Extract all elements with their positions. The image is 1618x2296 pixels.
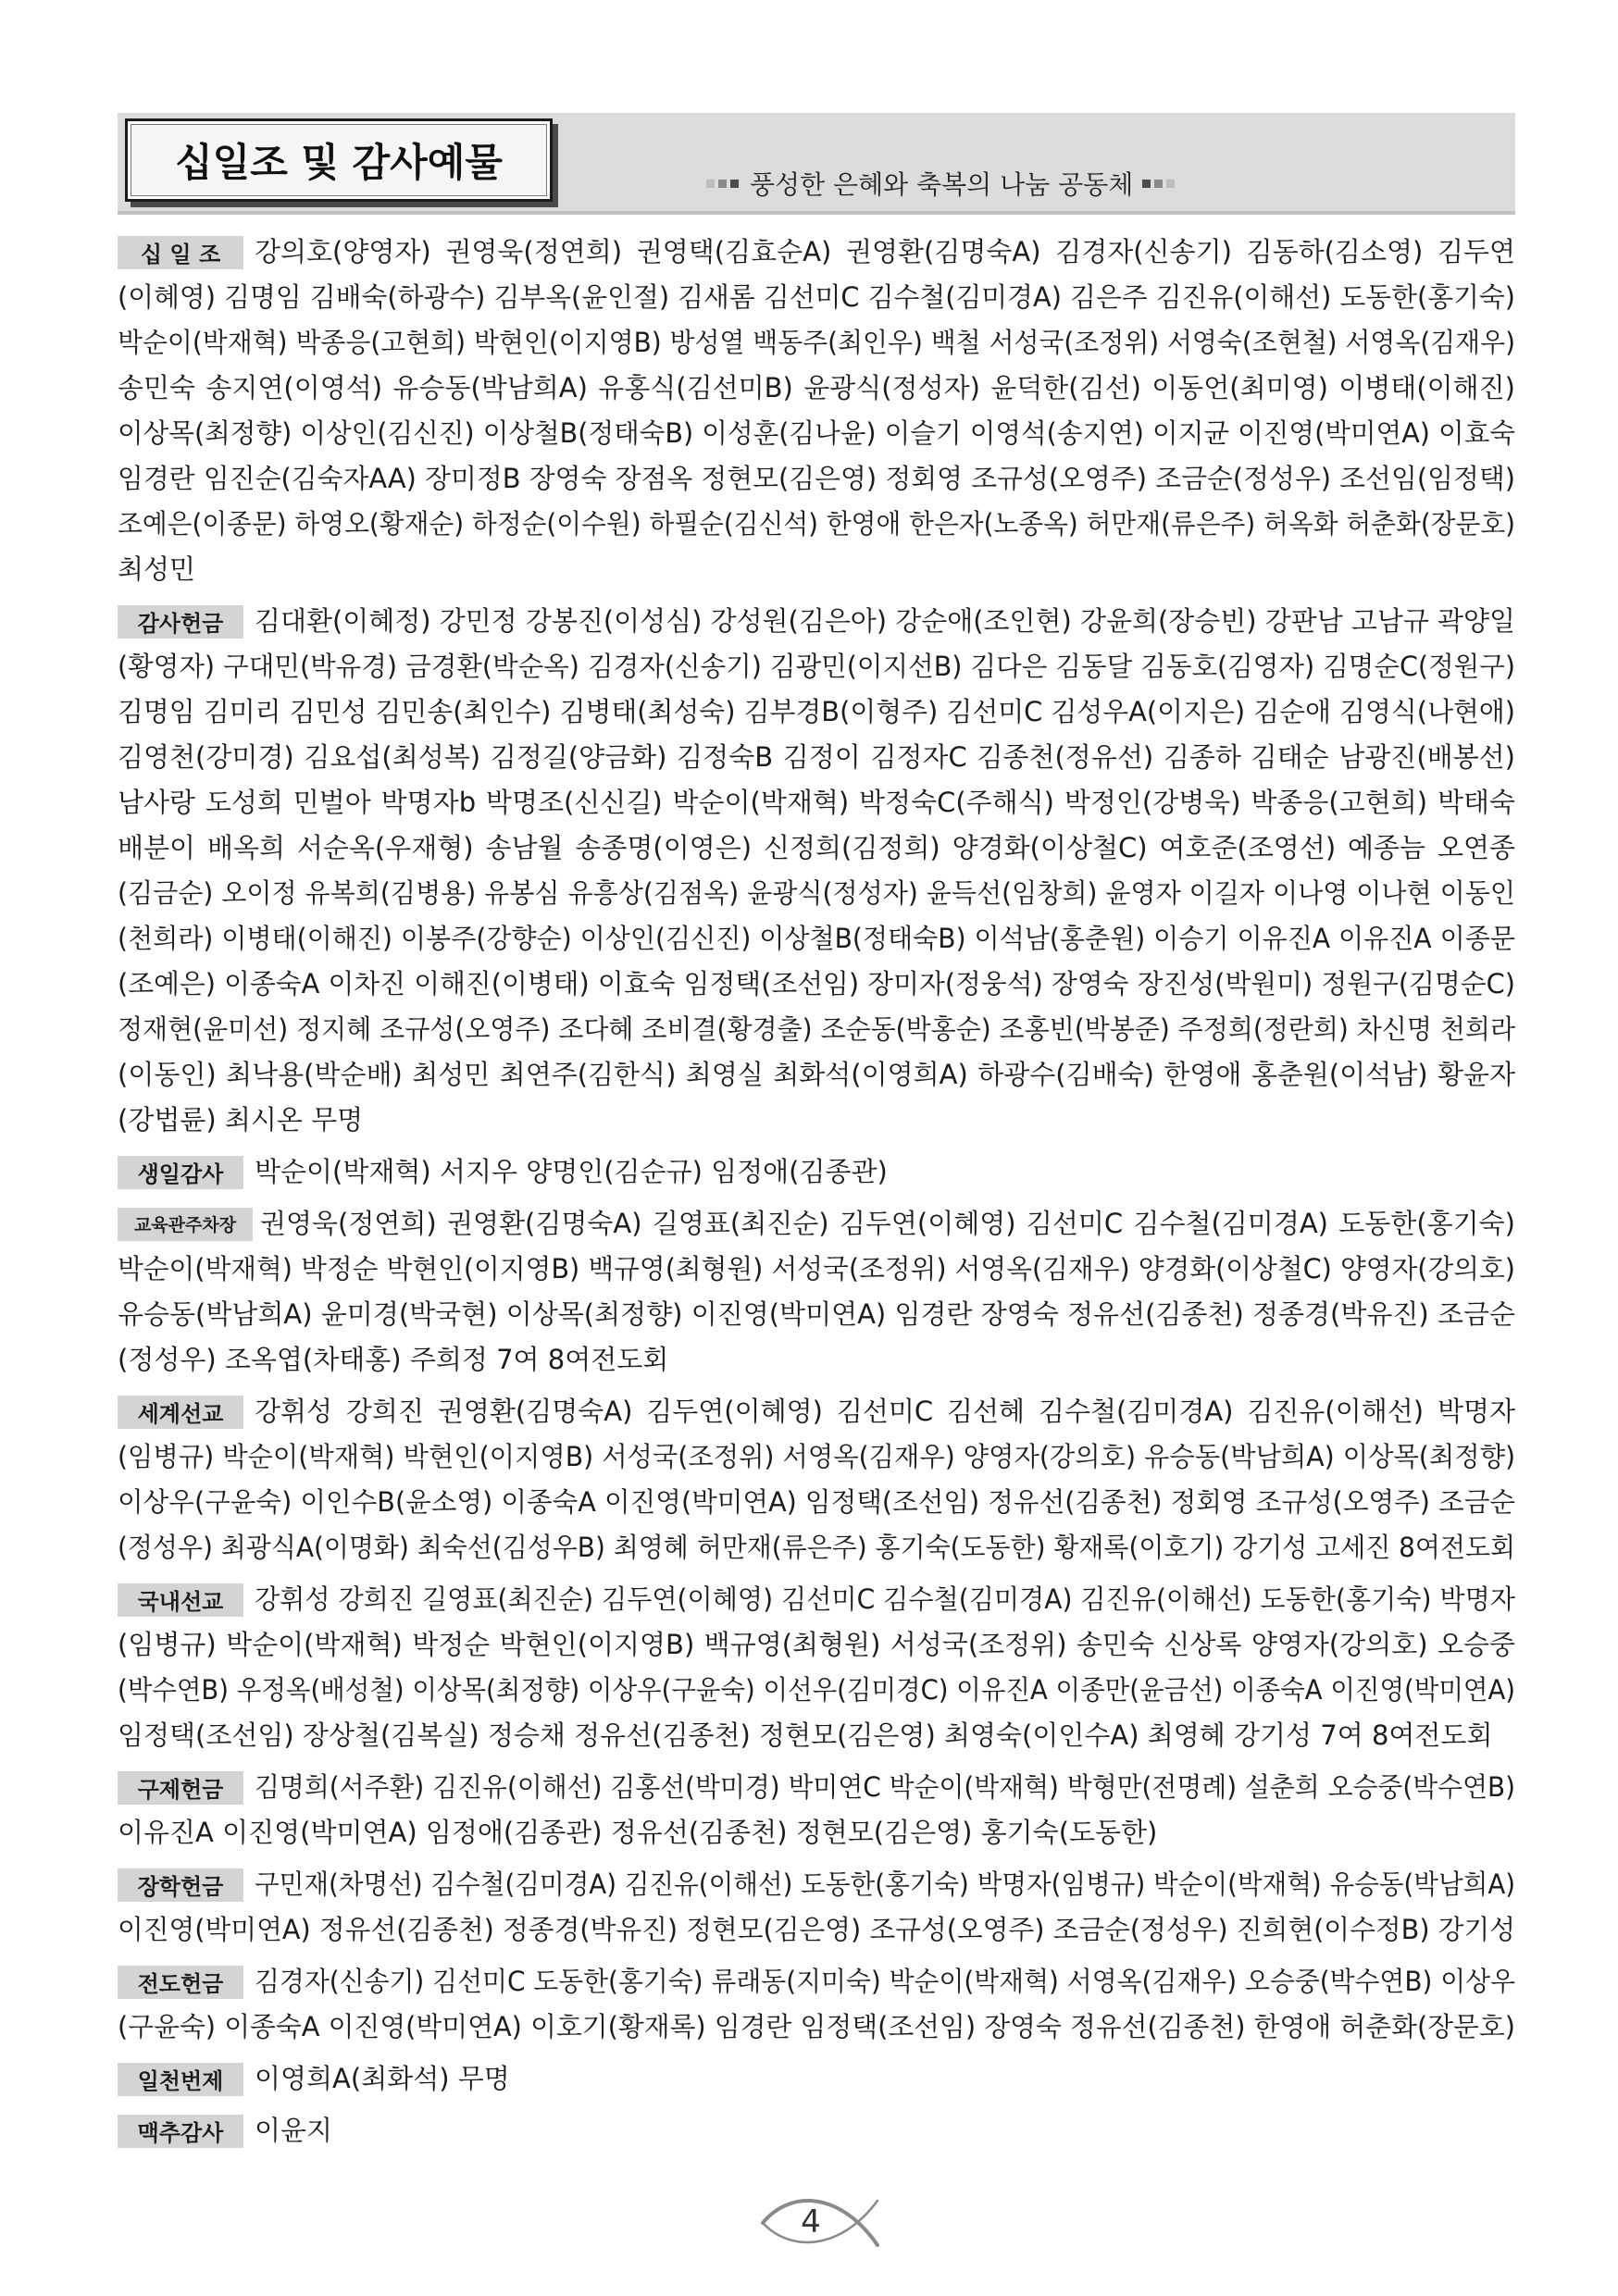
square-bullet-icon	[730, 180, 739, 188]
name-list-text: 박순이(박재혁) 박종응(고현희) 박현인(이지영B) 방성열 백동주(최인우) 백철 서성국(조정위) 서영숙(조현철) 서영옥(김재우)	[118, 327, 1515, 358]
line-box	[118, 275, 1515, 320]
section-line	[118, 2056, 1515, 2102]
thousand-offering-section	[118, 2056, 1515, 2102]
line-box	[118, 1525, 1515, 1570]
section-line	[118, 1622, 1515, 1668]
square-bullet-icon	[1154, 180, 1163, 188]
scholarship-offering-section	[118, 1862, 1515, 1953]
section-line	[118, 644, 1515, 689]
line-box	[255, 1149, 1515, 1195]
name-list-text: 이상목(최정향) 이상인(김신진) 이상철B(정태숙B) 이성훈(김나윤) 이슬기 이영석(송지연) 이지균 이진영(박미연A) 이효숙	[118, 417, 1515, 449]
section-line	[118, 1810, 1515, 1855]
line-box	[118, 456, 1515, 502]
page-footer	[755, 2190, 894, 2254]
section-line	[118, 1765, 1515, 1810]
line-box	[118, 1810, 1515, 1855]
name-list-text: (임병규) 박순이(박재혁) 박정순 박현인(이지영B) 백규영(최형원) 서성국(조정위) 송민숙 신상록 양영자(강의호) 오승중	[118, 1629, 1515, 1660]
name-list-text: (임병규) 박순이(박재혁) 박현인(이지영B) 서성국(조정위) 서영옥(김재우) 양영자(강의호) 유승동(박남희A) 이상목(최정향)	[118, 1441, 1515, 1472]
name-list-text: 김경자(신송기) 김선미C 도동한(홍기숙) 류래동(지미숙) 박순이(박재혁) 서영옥(김재우) 오승중(박수연B) 이상우	[255, 1966, 1515, 1997]
section-label: 일천번제	[118, 2063, 243, 2096]
name-list-text: 김명희(서주환) 김진유(이해선) 김홍선(박미경) 박미연C 박순이(박재혁) 박형만(전명례) 설춘희 오승중(박수연B)	[255, 1771, 1515, 1803]
section-line	[118, 320, 1515, 366]
name-list-text: 김영천(강미경) 김요섭(최성복) 김정길(양금화) 김정숙B 김정이 김정자C 김종천(정유선) 김종하 김태순 남광진(배봉선)	[118, 741, 1515, 773]
section-line	[118, 825, 1515, 871]
section-line	[118, 1247, 1515, 1292]
line-box	[260, 1201, 1515, 1247]
name-list-text: (박수연B) 우정옥(배성철) 이상목(최정향) 이상우(구윤숙) 이선우(김미경C) 이유진A 이종만(윤금선) 이종숙A 이진영(박미연A)	[118, 1674, 1515, 1706]
line-box	[255, 2056, 1515, 2102]
section-line	[118, 1389, 1515, 1434]
section-line	[118, 275, 1515, 320]
square-bullet-icon	[718, 180, 727, 188]
name-list-text: 정재현(윤미선) 정지혜 조규성(오영주) 조다혜 조비결(황경출) 조순동(박홍순) 조홍빈(박봉준) 주정희(정란희) 차신명 천희라	[118, 1013, 1515, 1045]
section-line	[118, 735, 1515, 780]
section-label: 세계선교	[118, 1396, 243, 1429]
section-label: 교육관주차장	[118, 1208, 253, 1241]
section-line	[118, 1907, 1515, 1953]
name-list-text: 강휘성 강희진 권영환(김명숙A) 김두연(이혜영) 김선미C 김선혜 김수철(김미경A) 김진유(이해선) 박명자	[255, 1396, 1515, 1427]
section-line	[118, 366, 1515, 411]
section-line	[118, 2108, 1515, 2153]
name-list-text: 권영욱(정연희) 권영환(김명숙A) 길영표(최진순) 김두연(이혜영) 김선미C 김수철(김미경A) 도동한(홍기숙)	[260, 1208, 1515, 1239]
section-line	[118, 230, 1515, 275]
line-box	[118, 825, 1515, 871]
square-bullet-icon	[1166, 180, 1175, 188]
domestic-mission-section	[118, 1577, 1515, 1758]
name-list-text: 이유진A 이진영(박미연A) 임정애(김종관) 정유선(김종천) 정현모(김은영) 홍기숙(도동한)	[118, 1817, 1158, 1848]
line-box	[118, 1622, 1515, 1668]
evangelism-offering-section	[118, 1959, 1515, 2050]
name-list-text: 이윤지	[255, 2115, 333, 2146]
square-bullet-icon	[1142, 180, 1151, 188]
name-list-text: 강의호(양영자) 권영욱(정연희) 권영택(김효순A) 권영환(김명숙A) 김경자(신송기) 김동하(김소영) 김두연	[255, 236, 1515, 267]
section-line	[118, 1480, 1515, 1525]
name-list-text: 강휘성 강희진 길영표(최진순) 김두연(이혜영) 김선미C 김수철(김미경A) 김진유(이해선) 도동한(홍기숙) 박명자	[255, 1583, 1515, 1615]
section-line	[118, 1525, 1515, 1570]
line-box	[255, 599, 1515, 644]
line-box	[118, 780, 1515, 825]
line-box	[118, 1292, 1515, 1337]
section-line	[118, 1007, 1515, 1052]
line-box	[118, 2004, 1515, 2050]
line-box	[118, 1480, 1515, 1525]
section-line	[118, 1862, 1515, 1907]
section-line	[118, 962, 1515, 1007]
harvest-thanks-section	[118, 2108, 1515, 2153]
name-list-text: (김금순) 오이정 유복희(김병용) 유봉심 유흥상(김점옥) 윤광식(정성자) 윤득선(임창희) 윤영자 이길자 이나영 이나현 이동인	[118, 877, 1515, 909]
line-box	[255, 1389, 1515, 1434]
line-box	[118, 735, 1515, 780]
subtitle-text: 풍성한 은혜와 축복의 나눔 공동체	[750, 169, 1134, 200]
line-box	[118, 871, 1515, 916]
section-line	[118, 502, 1515, 547]
section-line	[118, 916, 1515, 962]
name-list-text: 김대환(이혜정) 강민정 강봉진(이성심) 강성원(김은아) 강순애(조인현) 강윤희(장승빈) 강판남 고남규 곽양일	[255, 605, 1515, 637]
page-number: 4	[801, 2203, 821, 2240]
name-list-text: 최성민	[118, 553, 196, 585]
tithe-section	[118, 230, 1515, 592]
section-line	[118, 780, 1515, 825]
section-label: 국내선교	[118, 1583, 243, 1617]
line-box	[118, 547, 1515, 592]
section-label: 감사헌금	[118, 605, 243, 639]
line-box	[118, 1247, 1515, 1292]
section-line	[118, 1668, 1515, 1713]
name-list-text: (정성우) 최광식A(이명화) 최숙선(김성우B) 최영혜 허만재(류은주) 홍기숙(도동한) 황재록(이호기) 강기성 고세진 8여전도회	[118, 1532, 1515, 1563]
thanksgiving-offering-section	[118, 599, 1515, 1143]
line-box	[118, 1098, 1515, 1143]
name-list-text: (강법륜) 최시온 무명	[118, 1104, 364, 1136]
section-label: 전도헌금	[118, 1966, 243, 1999]
line-box	[118, 1907, 1515, 1953]
section-label: 장학헌금	[118, 1868, 243, 1902]
name-list-text: 이영희A(최화석) 무명	[255, 2063, 510, 2094]
line-box	[118, 1052, 1515, 1098]
line-box	[118, 1668, 1515, 1713]
line-box	[118, 411, 1515, 456]
title-box	[125, 118, 553, 202]
line-box	[118, 689, 1515, 735]
name-list-text: (정성우) 조옥엽(차태홍) 주희정 7여 8여전도회	[118, 1344, 669, 1375]
section-line	[118, 547, 1515, 592]
name-list-text: 배분이 배옥희 서순옥(우재형) 송남월 송종명(이영은) 신정희(김정희) 양경화(이상철C) 여호준(조영선) 예종늠 오연종	[118, 832, 1515, 863]
section-line	[118, 1052, 1515, 1098]
line-box	[118, 1007, 1515, 1052]
section-line	[118, 1098, 1515, 1143]
offering-list	[118, 230, 1515, 2160]
section-line	[118, 411, 1515, 456]
name-list-text: (천희라) 이병태(이해진) 이봉주(강향순) 이상인(김신진) 이상철B(정태숙B) 이석남(홍춘원) 이승기 이유진A 이유진A 이종문	[118, 923, 1515, 954]
section-line	[118, 1201, 1515, 1247]
section-line	[118, 1713, 1515, 1758]
name-list-text: 조예은(이종문) 하영오(황재순) 하정순(이수원) 하필순(김신석) 한영애 한은자(노종옥) 허만재(류은주) 허옥화 허춘화(장문호)	[118, 508, 1515, 540]
name-list-text: (황영자) 구대민(박유경) 금경환(박순옥) 김경자(신송기) 김광민(이지선B) 김다은 김동달 김동호(김영자) 김명순C(정원구)	[118, 651, 1515, 682]
line-box	[118, 320, 1515, 366]
line-box	[255, 1765, 1515, 1810]
line-box	[255, 1959, 1515, 2004]
name-list-text: 이진영(박미연A) 정유선(김종천) 정종경(박유진) 정현모(김은영) 조규성(오영주) 조금순(정성우) 진희현(이수정B) 강기성	[118, 1914, 1515, 1945]
name-list-text: (이혜영) 김명임 김배숙(하광수) 김부옥(윤인절) 김새롬 김선미C 김수철(김미경A) 김은주 김진유(이해선) 도동한(홍기숙)	[118, 281, 1515, 313]
name-list-text: 유승동(박남희A) 윤미경(박국현) 이상목(최정향) 이진영(박미연A) 임경란 장영숙 정유선(김종천) 정종경(박유진) 조금순	[118, 1298, 1515, 1330]
name-list-text: 이상우(구윤숙) 이인수B(윤소영) 이종숙A 이진영(박미연A) 임정택(조선임) 정유선(김종천) 정회영 조규성(오영주) 조금순	[118, 1486, 1515, 1518]
name-list-text: 임정택(조선임) 장상철(김복실) 정승채 정유선(김종천) 정현모(김은영) 최영숙(이인수A) 최영혜 강기성 7여 8여전도회	[118, 1719, 1493, 1751]
section-line	[118, 599, 1515, 644]
section-line	[118, 871, 1515, 916]
name-list-text: (구윤숙) 이종숙A 이진영(박미연A) 이호기(황재록) 임경란 임정택(조선임) 장영숙 정유선(김종천) 한영애 허춘화(장문호)	[118, 2011, 1515, 2042]
line-box	[118, 962, 1515, 1007]
section-line	[118, 1959, 1515, 2004]
relief-offering-section	[118, 1765, 1515, 1855]
name-list-text: (이동인) 최낙용(박순배) 최성민 최연주(김한식) 최영실 최화석(이영희A) 하광수(김배숙) 한영애 홍춘원(이석남) 황윤자	[118, 1059, 1515, 1090]
section-line	[118, 689, 1515, 735]
line-box	[118, 502, 1515, 547]
world-mission-section	[118, 1389, 1515, 1570]
line-box	[118, 916, 1515, 962]
name-list-text: 김명임 김미리 김민성 김민송(최인수) 김병태(최성숙) 김부경B(이형주) 김선미C 김성우A(이지은) 김순애 김영식(나현애)	[118, 696, 1515, 727]
line-box	[118, 1434, 1515, 1480]
section-label: 십 일 조	[118, 236, 243, 269]
square-bullet-icon	[706, 180, 715, 188]
section-line	[118, 1292, 1515, 1337]
section-label: 생일감사	[118, 1156, 243, 1189]
line-box	[118, 644, 1515, 689]
section-line	[118, 1434, 1515, 1480]
page-title: 십일조 및 감사예물	[175, 140, 503, 185]
section-line	[118, 1337, 1515, 1383]
line-box	[118, 366, 1515, 411]
name-list-text: (조예은) 이종숙A 이차진 이해진(이병태) 이효숙 임정택(조선임) 장미자(정웅석) 장영숙 장진성(박원미) 정원구(김명순C)	[118, 968, 1515, 999]
section-line	[118, 456, 1515, 502]
name-list-text: 구민재(차명선) 김수철(김미경A) 김진유(이해선) 도동한(홍기숙) 박명자(임병규) 박순이(박재혁) 유승동(박남희A)	[255, 1868, 1515, 1900]
section-label: 구제헌금	[118, 1771, 243, 1805]
line-box	[255, 2108, 1515, 2153]
section-label: 맥추감사	[118, 2115, 243, 2148]
line-box	[255, 1577, 1515, 1622]
line-box	[255, 230, 1515, 275]
line-box	[255, 1862, 1515, 1907]
education-parking-section	[118, 1201, 1515, 1383]
section-line	[118, 1577, 1515, 1622]
section-line	[118, 2004, 1515, 2050]
name-list-text: 박순이(박재혁) 박정순 박현인(이지영B) 백규영(최형원) 서성국(조정위) 서영옥(김재우) 양경화(이상철C) 양영자(강의호)	[118, 1253, 1515, 1285]
line-box	[118, 1713, 1515, 1758]
name-list-text: 남사랑 도성희 민벌아 박명자b 박명조(신신길) 박순이(박재혁) 박정숙C(주해식) 박정인(강병욱) 박종응(고현희) 박태숙	[118, 787, 1515, 818]
name-list-text: 임경란 임진순(김숙자AA) 장미정B 장영숙 장점옥 정현모(김은영) 정회영 조규성(오영주) 조금순(정성우) 조선임(임정택)	[118, 463, 1515, 494]
subtitle	[706, 165, 1178, 202]
line-box	[118, 1337, 1515, 1383]
birthday-thanks-section	[118, 1149, 1515, 1195]
name-list-text: 박순이(박재혁) 서지우 양명인(김순규) 임정애(김종관)	[255, 1156, 888, 1187]
section-line	[118, 1149, 1515, 1195]
name-list-text: 송민숙 송지연(이영석) 유승동(박남희A) 유홍식(김선미B) 윤광식(정성자) 윤덕한(김선) 이동언(최미영) 이병태(이해진)	[118, 372, 1515, 403]
